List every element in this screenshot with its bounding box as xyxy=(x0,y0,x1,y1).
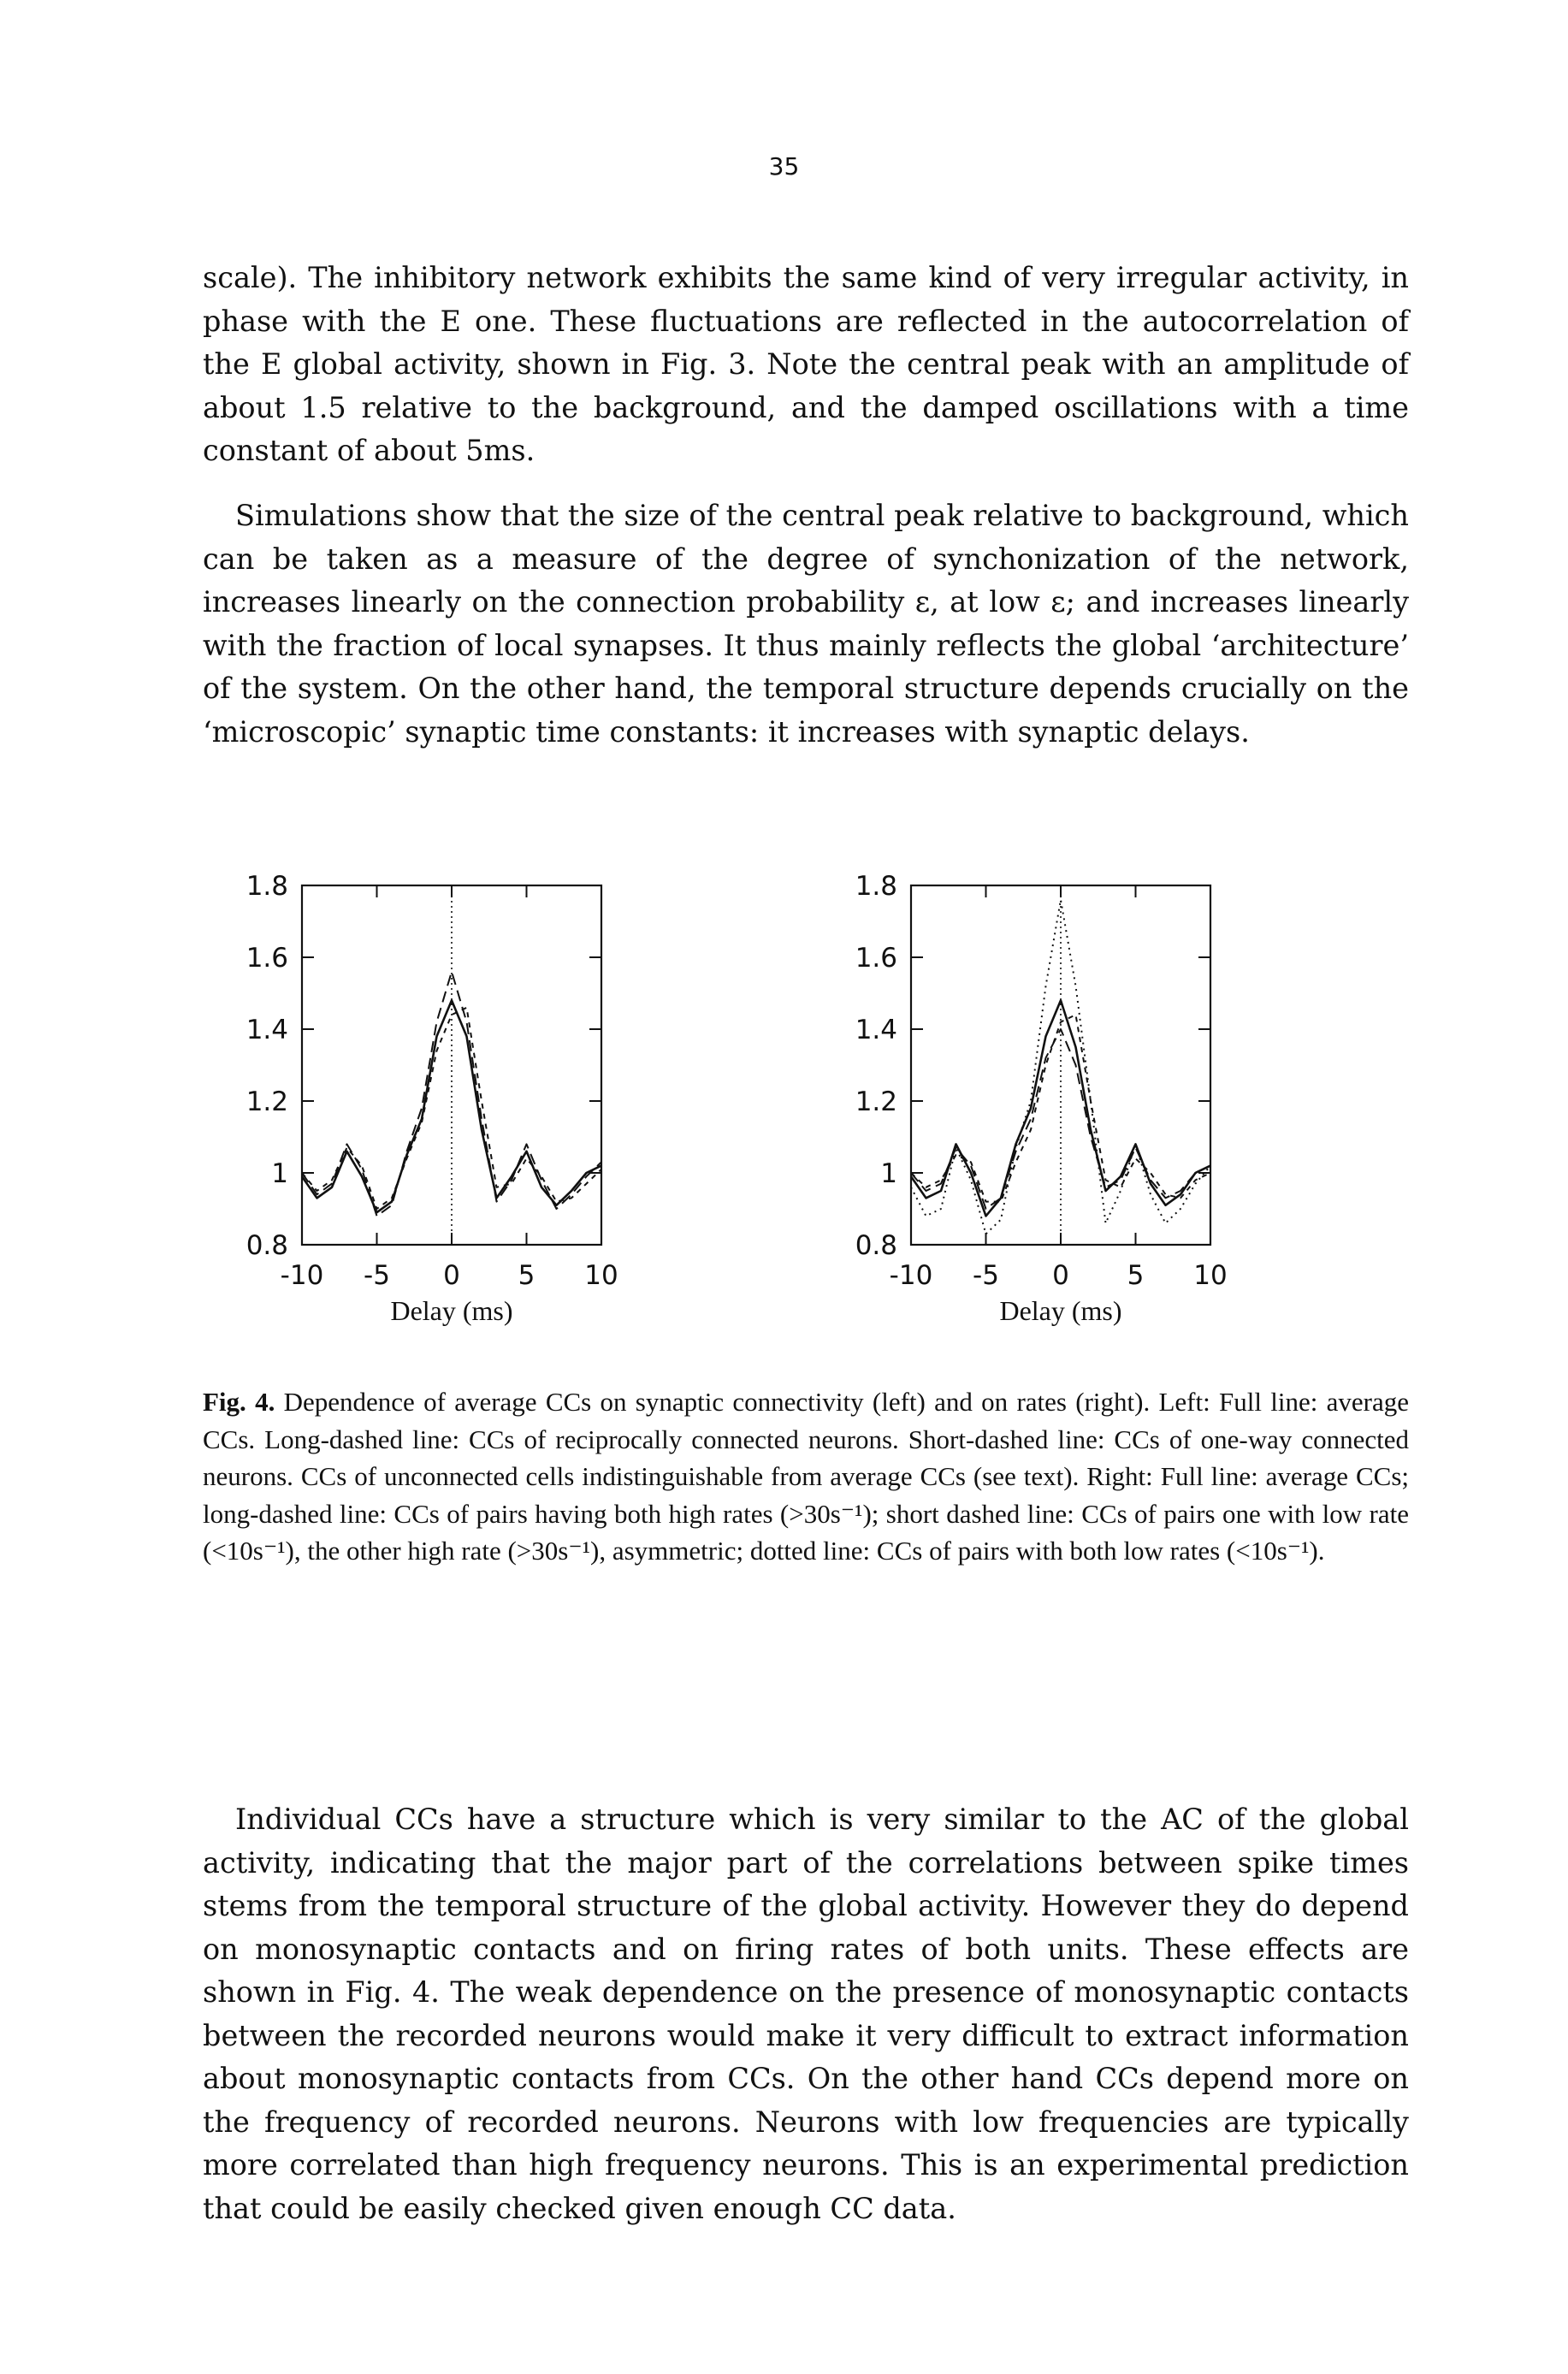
y-tick-label: 1.4 xyxy=(855,1015,897,1045)
y-tick-label: 1.2 xyxy=(855,1086,897,1117)
figure-4 xyxy=(197,851,1394,1382)
caption-text: Dependence of average CCs on synaptic connectivity (left) and on rates (right). Left: Full line: average CCs. Long-dashed line: CCs of reciprocally connected neurons. Short-dashed line: CCs of one-way connected neurons. CCs of unconnected cells indistinguishable from average CCs (see text). Right: Full line: average CCs; long-dashed line: CCs of pairs having both high rates (>30s⁻¹); short dashed line: CCs of pairs one with low rate (<10s⁻¹), the other high rate (>30s⁻¹), asymmetric; dotted line: CCs of pairs with both low rates (<10s⁻¹). xyxy=(203,1387,1409,1566)
x-tick-label: 0 xyxy=(1052,1260,1069,1291)
figure-caption xyxy=(203,1383,1409,1570)
x-tick-label: 0 xyxy=(443,1260,460,1291)
y-tick-label: 1 xyxy=(271,1158,288,1189)
x-tick-label: 10 xyxy=(584,1260,618,1291)
paragraph-1: scale). The inhibitory network exhibits the same kind of very irregular activity, in phase with the E one. These fluctuations are reflected in the autocorrelation of the E global activity, shown in Fig. 3. Note the central peak with an amplitude of about 1.5 relative to the background, and the damped oscillations with a time constant of about 5ms. xyxy=(203,261,1409,467)
x-tick-label: 5 xyxy=(518,1260,535,1291)
y-tick-label: 1.8 xyxy=(246,871,288,902)
x-tick-label: 5 xyxy=(1127,1260,1145,1291)
y-tick-label: 1 xyxy=(880,1158,897,1189)
chart-panel-left xyxy=(246,871,618,1326)
x-axis-title: Delay (ms) xyxy=(390,1295,513,1326)
figure-4-charts xyxy=(197,851,1394,1382)
y-tick-label: 0.8 xyxy=(855,1230,897,1261)
paragraph-3-text: Individual CCs have a structure which is very similar to the AC of the global activity, indicating that the major part of the correlations between spike times stems from the temporal structure of the global activity. However they do depend on monosynaptic contacts and on firing rates of both units. These effects are shown in Fig. 4. The weak dependence on the presence of monosynaptic contacts between the recorded neurons would make it very difficult to extract information about monosynaptic contacts from CCs. On the other hand CCs depend more on the frequency of recorded neurons. Neurons with low frequencies are typically more correlated than high frequency neurons. This is an experimental prediction that could be easily checked given enough CC data. xyxy=(203,1803,1409,2225)
x-tick-label: -10 xyxy=(889,1260,933,1291)
x-tick-label: -5 xyxy=(364,1260,390,1291)
y-tick-label: 1.6 xyxy=(855,943,897,974)
chart-panel-right xyxy=(855,871,1228,1326)
x-tick-label: 10 xyxy=(1193,1260,1228,1291)
y-tick-label: 1.2 xyxy=(246,1086,288,1117)
x-tick-label: -10 xyxy=(280,1260,324,1291)
paragraph-3 xyxy=(203,1798,1409,2230)
caption-label: Fig. 4. xyxy=(203,1387,275,1417)
y-tick-label: 1.6 xyxy=(246,943,288,974)
y-tick-label: 1.8 xyxy=(855,871,897,902)
page-number: 35 xyxy=(768,152,800,181)
y-tick-label: 1.4 xyxy=(246,1015,288,1045)
y-tick-label: 0.8 xyxy=(246,1230,288,1261)
x-tick-label: -5 xyxy=(973,1260,999,1291)
x-axis-title: Delay (ms) xyxy=(999,1295,1122,1326)
paragraph-2-text: Simulations show that the size of the central peak relative to background, which can be taken as a measure of the degree of synchonization of the network, increases linearly on the connection probability ε, at low ε; and increases linearly with the fraction of local synapses. It thus mainly reflects the global ‘architecture’ of the system. On the other hand, the temporal structure depends crucially on the ‘microscopic’ synaptic time constants: it increases with synaptic delays. xyxy=(203,499,1409,749)
paragraph-2 xyxy=(203,494,1409,754)
